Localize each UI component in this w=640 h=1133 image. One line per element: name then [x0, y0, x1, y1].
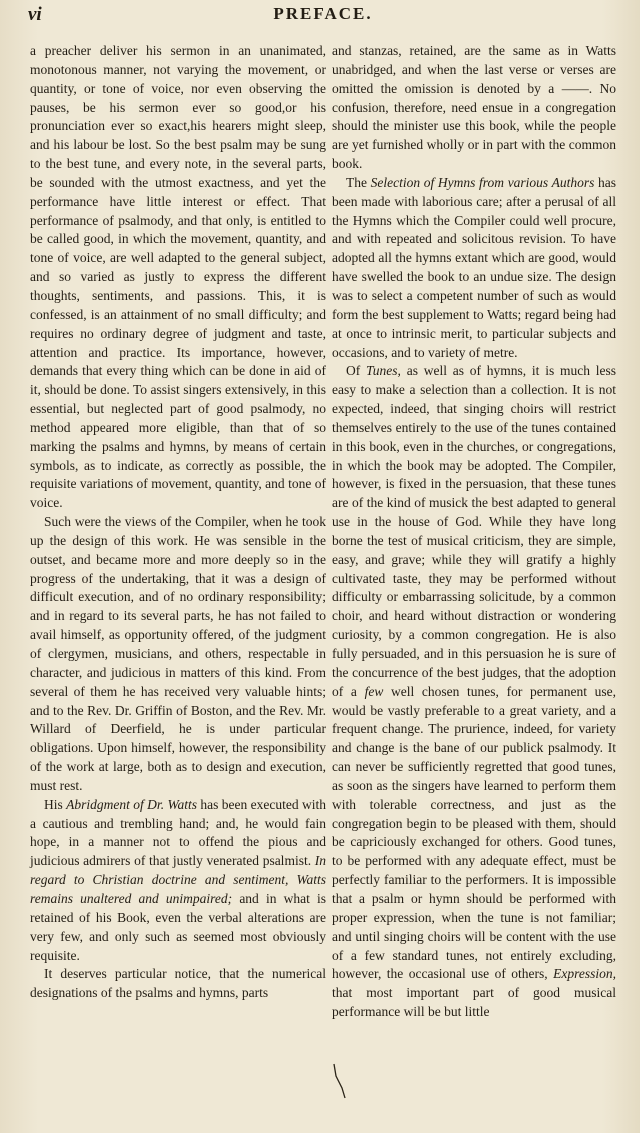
page-header: [28, 4, 618, 30]
left-column: [30, 42, 326, 1003]
italic-term: Tunes,: [366, 363, 401, 379]
page-number: vi: [28, 4, 42, 25]
running-title: PREFACE.: [273, 4, 373, 23]
paragraph-tunes: [332, 362, 616, 1022]
text-run: has been executed with a cautious and trembling hand; and, he would fain hope, in a manner not to offend the pious and judicious admirers of that justly venerated psalmist.: [30, 796, 327, 869]
italic-title: Abridgment of Dr. Watts: [66, 796, 197, 812]
italic-term: few: [364, 683, 384, 699]
right-column: [332, 42, 616, 1022]
text-run: well chosen tunes, for permanent use, would be vastly preferable to a great variety, and a frequent change. The prurience, indeed, for variety and change is the bane of our publick psalmody. It can never be sufficiently regretted that good tunes, as soon as the singers have learned to perform them with tolerable correctness, and just as the congregation begin to be pleased with them, should be capriciously exchanged for others. Good tunes, to be performed with any adequate effect, must be perfectly familiar to the performers. It is impossible that a psalm or hymn should be performed with proper expression, when the tune is not familiar; and until singing choirs will be content with the use of a few standard tunes, not entirely excluding, however, the occasional use of others,: [332, 683, 616, 982]
text-run: has been made with laborious care; after a perusal of all the Hymns which the Compiler could well procure, and with repeated and solicitous revision. To have adopted all the hymns extant which are good, would have swelled the book to an undue size. The design was to select a competent number of such as would form the best supplement to Watts; regard being had at once to intrinsic merit, to particular subjects and occasions, and to variety of metre.: [332, 174, 616, 360]
text-run: as well as of hymns, it is much less easy to make a selection than a collection. It is not expected, indeed, that singing choirs will restrict themselves entirely to the use of the tunes contained in this book, even in the churches, or congregations, in which the book may be adopted. The Compiler, however, is fixed in the persuasion, that these tunes are of the kind of musick the best adapted to general use in the house of God. While they have long borne the test of musical criticism, they are simple, easy, and grave; while they will gratify a highly cultivated taste, they may be performed without difficulty or embarrassing solicitude, by a common choir, and heard without distraction or wondering curiosity, by a common congregation. He is also fully persuaded, and in this persuasion he is sure of the concurrence of the best judges, that the adoption of a: [332, 363, 617, 699]
ink-mark: [330, 1062, 350, 1102]
paragraph-numerical-designations: It deserves particular notice, that the numerical designations of the psalms and hymns, parts: [30, 966, 326, 1001]
text-run: Of: [346, 363, 367, 379]
paragraph-preacher: a preacher deliver his sermon in an unanimated, monotonous manner, not varying the movement, or quantity, or tone of voice, nor even observing the pauses, be his sermon ever so good,or his pronunciation ever so exact,his hearers might sleep, and his labour be lost. So the best psalm may be sung to the best tune, and every note, in the several parts, be sounded with the utmost exactness, and yet the performance have little interest or effect. That performance of psalmody, and that only, is entitled to be called good, in which the movement, quantity, and tone of voice, are well adapted to the general subject, and so varied as justly to express the different thoughts, sentiments, and passions. This, it is confessed, is an attainment of no small difficulty; and requires no ordinary degree of judgment and taste, attention and practice. Its importance, however, demands that every thing which can be done in aid of it, should be done. To assist singers extensively, in this essential, but neglected part of good psalmody, no method appeared more eligible, than that of so marking the psalms and hymns, by means of certain symbols, as to indicate, as correctly as possible, the requisite variations of movement, quantity, and tone of voice.: [30, 43, 326, 511]
paragraph-selection-of-hymns: [332, 174, 616, 362]
italic-title: Selection of Hymns from various Authors: [370, 174, 595, 190]
text-run: that most important part of good musical performance will be but little: [332, 985, 616, 1020]
text-run: His: [44, 796, 67, 812]
text-run: The: [346, 174, 371, 190]
paragraph-views-of-compiler: Such were the views of the Compiler, when he took up the design of this work. He was sensible in the outset, and became more and more deeply so in the progress of the undertaking, that it was a design of difficult execution, and of no ordinary responsibility; and in regard to its several parts, he has not failed to avail himself, as opportunity offered, of the judgment of clergymen, musicians, and others, respectable in character, and judicious in matters of this kind. From several of them he has received very valuable hints; and to the Rev. Dr. Griffin of Boston, and the Rev. Mr. Willard of Deerfield, he is under particular obligations. Upon himself, however, the responsibility of the work at large, both as to design and execution, must rest.: [30, 514, 326, 793]
paragraph-stanzas: and stanzas, retained, are the same as in Watts unabridged, and when the last verse or verses are omitted the omission is denoted by a ——. No confusion, therefore, need ensue in a congregation should the minister use this book, while the people are yet furnished wholly or in part with the common book.: [332, 43, 616, 172]
paragraph-abridgment: [30, 796, 326, 966]
italic-term: Expression,: [553, 966, 616, 982]
text-run: and in what is retained of his Book, even the verbal alterations are very few, and only such as seemed most obviously requisite.: [30, 890, 326, 963]
italic-statement: In regard to Christian doctrine and sentiment, Watts remains unaltered and unimpaired;: [30, 853, 326, 906]
